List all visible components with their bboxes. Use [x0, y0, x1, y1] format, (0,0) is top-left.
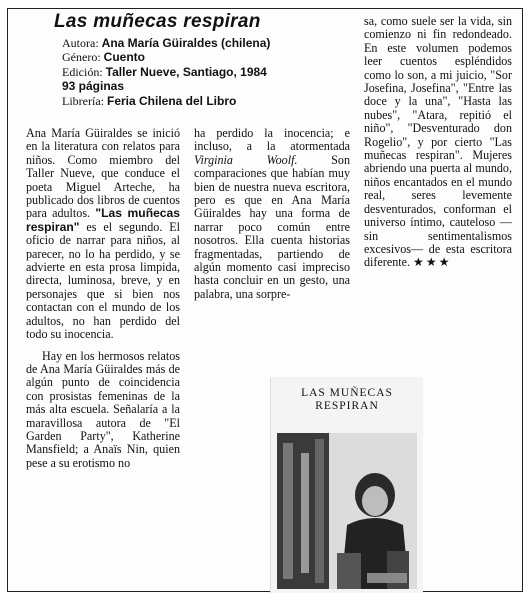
book-cover [270, 377, 423, 593]
end-stars: ★★★ [413, 255, 452, 270]
cover-photo [277, 433, 417, 589]
book-metadata [62, 36, 362, 108]
edition-value: Taller Nueve, Santiago, 1984 [105, 64, 267, 79]
bookstore-line [62, 94, 362, 108]
paragraph-2: Hay en los hermosos relatos de Ana María Güiraldes más de algún punto de coincidencia con prosistas femeninas de la más alta escuela. Señalaría a la maravillosa autora de "El Garden Party", Katherine Mansfield; a Anaïs Nin, quien pese a su erotismo no [26, 348, 180, 470]
edition-label: Edición: [62, 64, 103, 79]
col2-text-end: Son comparaciones que habían muy bien de nuestra nueva escritora, pero es que en Ana María Güiraldes hay una forma de narrar poco común entre nosotros. Ella cuenta historias fragmentadas, partiendo de algún momento casi impreciso hasta concluir en un gesto, una palabra, una sorpre- [194, 152, 350, 301]
genre-value: Cuento [103, 50, 145, 65]
genre-label: Género: [62, 50, 101, 65]
genre-line [62, 50, 362, 64]
col2-text-start: ha perdido la inocencia; e incluso, a la atormentada [194, 126, 350, 154]
paragraph-3 [364, 15, 512, 270]
bookstore-label: Librería: [62, 93, 104, 108]
col3-text: sa, como suele ser la vida, sin comienzo ni fin redondeado. En este volumen podemos leer cuentos espléndidos como lo son, a mi juicio, "Sor Josefina, Josefina", "Entre las doce y la una", "Hasta las nubes", "Atara, repitió el niño", "Desventurado don Rogelio", y por cierto "Las muñecas respiran". Mujeres abriendo una puerta al mundo, niños encantados en el mundo real, seres levemente desventurados, conforman el universo íntimo, cauteloso —sin sentimentalismos excesivos— de esta escritora diferente. [364, 14, 512, 270]
article-column-3 [364, 15, 512, 270]
article-title: Las muñecas respiran [54, 11, 261, 32]
cover-title [271, 387, 423, 413]
article-clipping [7, 8, 523, 592]
pages-line [62, 79, 362, 93]
author-label: Autora: [62, 36, 99, 50]
author-line [62, 36, 362, 50]
book-title-quote: "Las muñecas respiran" [26, 206, 180, 234]
paragraph-1-start: Ana María Güiraldes se inició en la literatura con relatos para niños. Como miembro del Taller Nueve, que conduce el poeta Miguel Arteche, ha publicado dos libros de cuentos para adultos. [26, 126, 180, 221]
paragraph-1-end: es el segundo. El oficio de narrar para niños, al parecer, no lo ha perdido, y se advierte en esta prosa limpida, directa, luminosa, breve, y en personajes que si bien nos contactan con el mundo de los adultos, no han perdido del todo su inocencia. [26, 219, 181, 342]
virginia-woolf: Virginia Woolf. [194, 152, 298, 167]
article-column-2 [194, 127, 350, 301]
paragraph-1 [26, 127, 180, 342]
edition-line [62, 65, 362, 79]
bookstore-value: Feria Chilena del Libro [106, 93, 237, 108]
article-column-1 [26, 127, 180, 470]
cover-title-line-2: RESPIRAN [315, 400, 379, 412]
cover-title-line-1: LAS MUÑECAS [301, 387, 393, 399]
author-value: Ana María Güiraldes (chilena) [101, 36, 271, 50]
pages-value: 93 páginas [62, 79, 125, 94]
paragraph-2-continued [194, 127, 350, 301]
